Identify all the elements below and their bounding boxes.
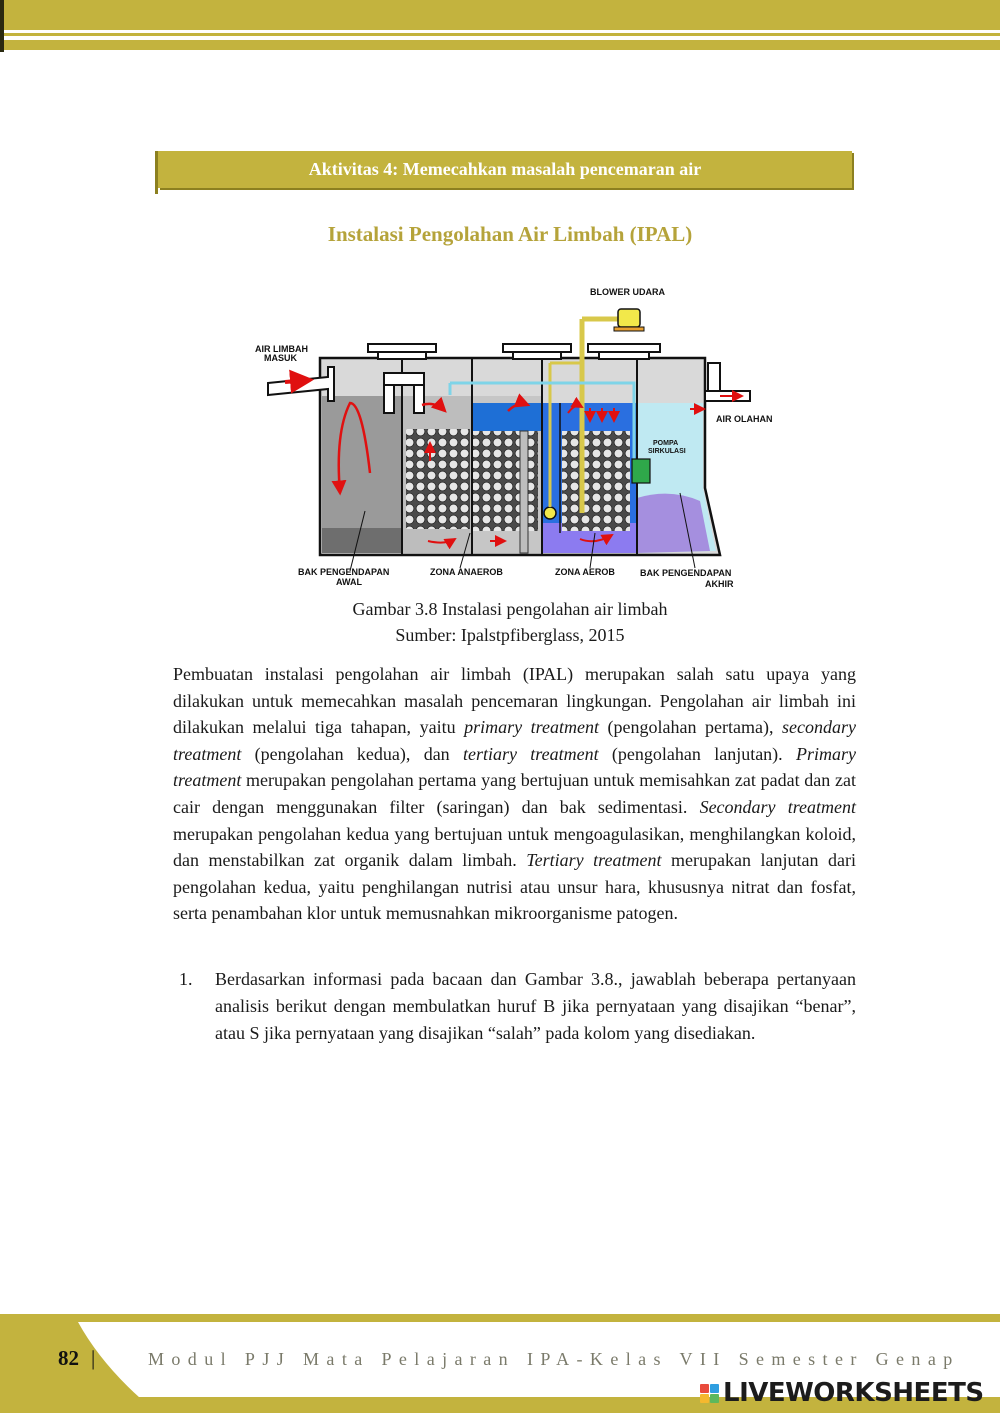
liveworksheets-brand: LIVEWORKSHEETS: [723, 1378, 984, 1408]
activity-title: Aktivitas 4: Memecahkan masalah pencemaran air: [158, 151, 852, 188]
label-inlet: MASUK: [264, 353, 297, 363]
footer-separator: |: [91, 1346, 96, 1370]
anaerob-media: [406, 429, 470, 529]
label-zona-aerob: ZONA AEROB: [555, 567, 615, 577]
circulation-pump: [632, 459, 650, 483]
aerob-media: [562, 431, 630, 531]
liveworksheets-logo[interactable]: [700, 1378, 984, 1408]
blower-unit: [618, 309, 640, 327]
header-rule: [0, 33, 1000, 36]
header-rule: [0, 40, 1000, 50]
figure-caption: Gambar 3.8 Instalasi pengolahan air limbah: [352, 599, 668, 619]
question-text: Berdasarkan informasi pada bacaan dan Gambar 3.8., jawablah beberapa pertanyaan analisis berikut dengan membulatkan huruf B jika pernyataan yang disajikan “benar”, atau S jika pernyataan yang disajikan “salah” pada kolom yang disediakan.: [215, 969, 856, 1043]
label-bak-awal: BAK PENGENDAPAN: [298, 567, 390, 577]
manhole-lid: [588, 344, 660, 352]
header-edge: [0, 0, 4, 52]
label-inlet: AIR LIMBAH: [255, 344, 308, 354]
section-heading: Instalasi Pengolahan Air Limbah (IPAL): [327, 222, 693, 246]
label-bak-akhir: AKHIR: [705, 579, 734, 589]
label-blower: BLOWER UDARA: [590, 287, 665, 297]
figure-source: Sumber: Ipalstpfiberglass, 2015: [395, 625, 625, 645]
manhole-lid: [503, 344, 571, 352]
header-band: [0, 0, 1000, 30]
body-paragraph: Pembuatan instalasi pengolahan air limbah (IPAL) merupakan salah satu upaya yang dilakukan untuk memecahkan masalah pencemaran lingkungan. Pengolahan air limbah ini dilakukan melalui tiga tahapan, yaitu primary treatment (pengolahan pertama), secondary treatment (pengolahan kedua), dan tertiary treatment (pengolahan lanjutan). Primary treatment merupakan pengolahan pertama yang bertujuan untuk memisahkan zat padat dan zat cair dengan menggunakan filter (saringan) dan bak sedimentasi. Secondary treatment merupakan pengolahan kedua yang bertujuan untuk mengoagulasikan, menghilangkan koloid, dan menstabilkan zat organik dalam limbah. Tertiary treatment merupakan lanjutan dari pengolahan kedua, yaitu penghilangan nutrisi atau unsur hara, khususnya nitrat dan fosfat, serta penambahan klor untuk memusnahkan mikroorganisme patogen.: [173, 664, 857, 924]
question-item: [173, 966, 856, 1047]
footer-rule: [0, 1314, 1000, 1322]
label-outlet: AIR OLAHAN: [716, 414, 773, 424]
module-title: Modul PJJ Mata Pelajaran IPA-Kelas VII Semester Genap: [148, 1349, 960, 1369]
label-bak-akhir: BAK PENGENDAPAN: [640, 568, 732, 578]
ipal-diagram: [250, 283, 790, 595]
label-pump: SIRKULASI: [648, 448, 686, 455]
label-bak-awal: AWAL: [336, 577, 362, 587]
question-number: 1.: [179, 969, 193, 989]
page-number: 82: [58, 1346, 79, 1370]
label-zona-anaerob: ZONA ANAEROB: [430, 567, 503, 577]
label-pump: POMPA: [653, 440, 679, 447]
manhole-lid: [368, 344, 436, 352]
liveworksheets-icon: [700, 1384, 719, 1403]
